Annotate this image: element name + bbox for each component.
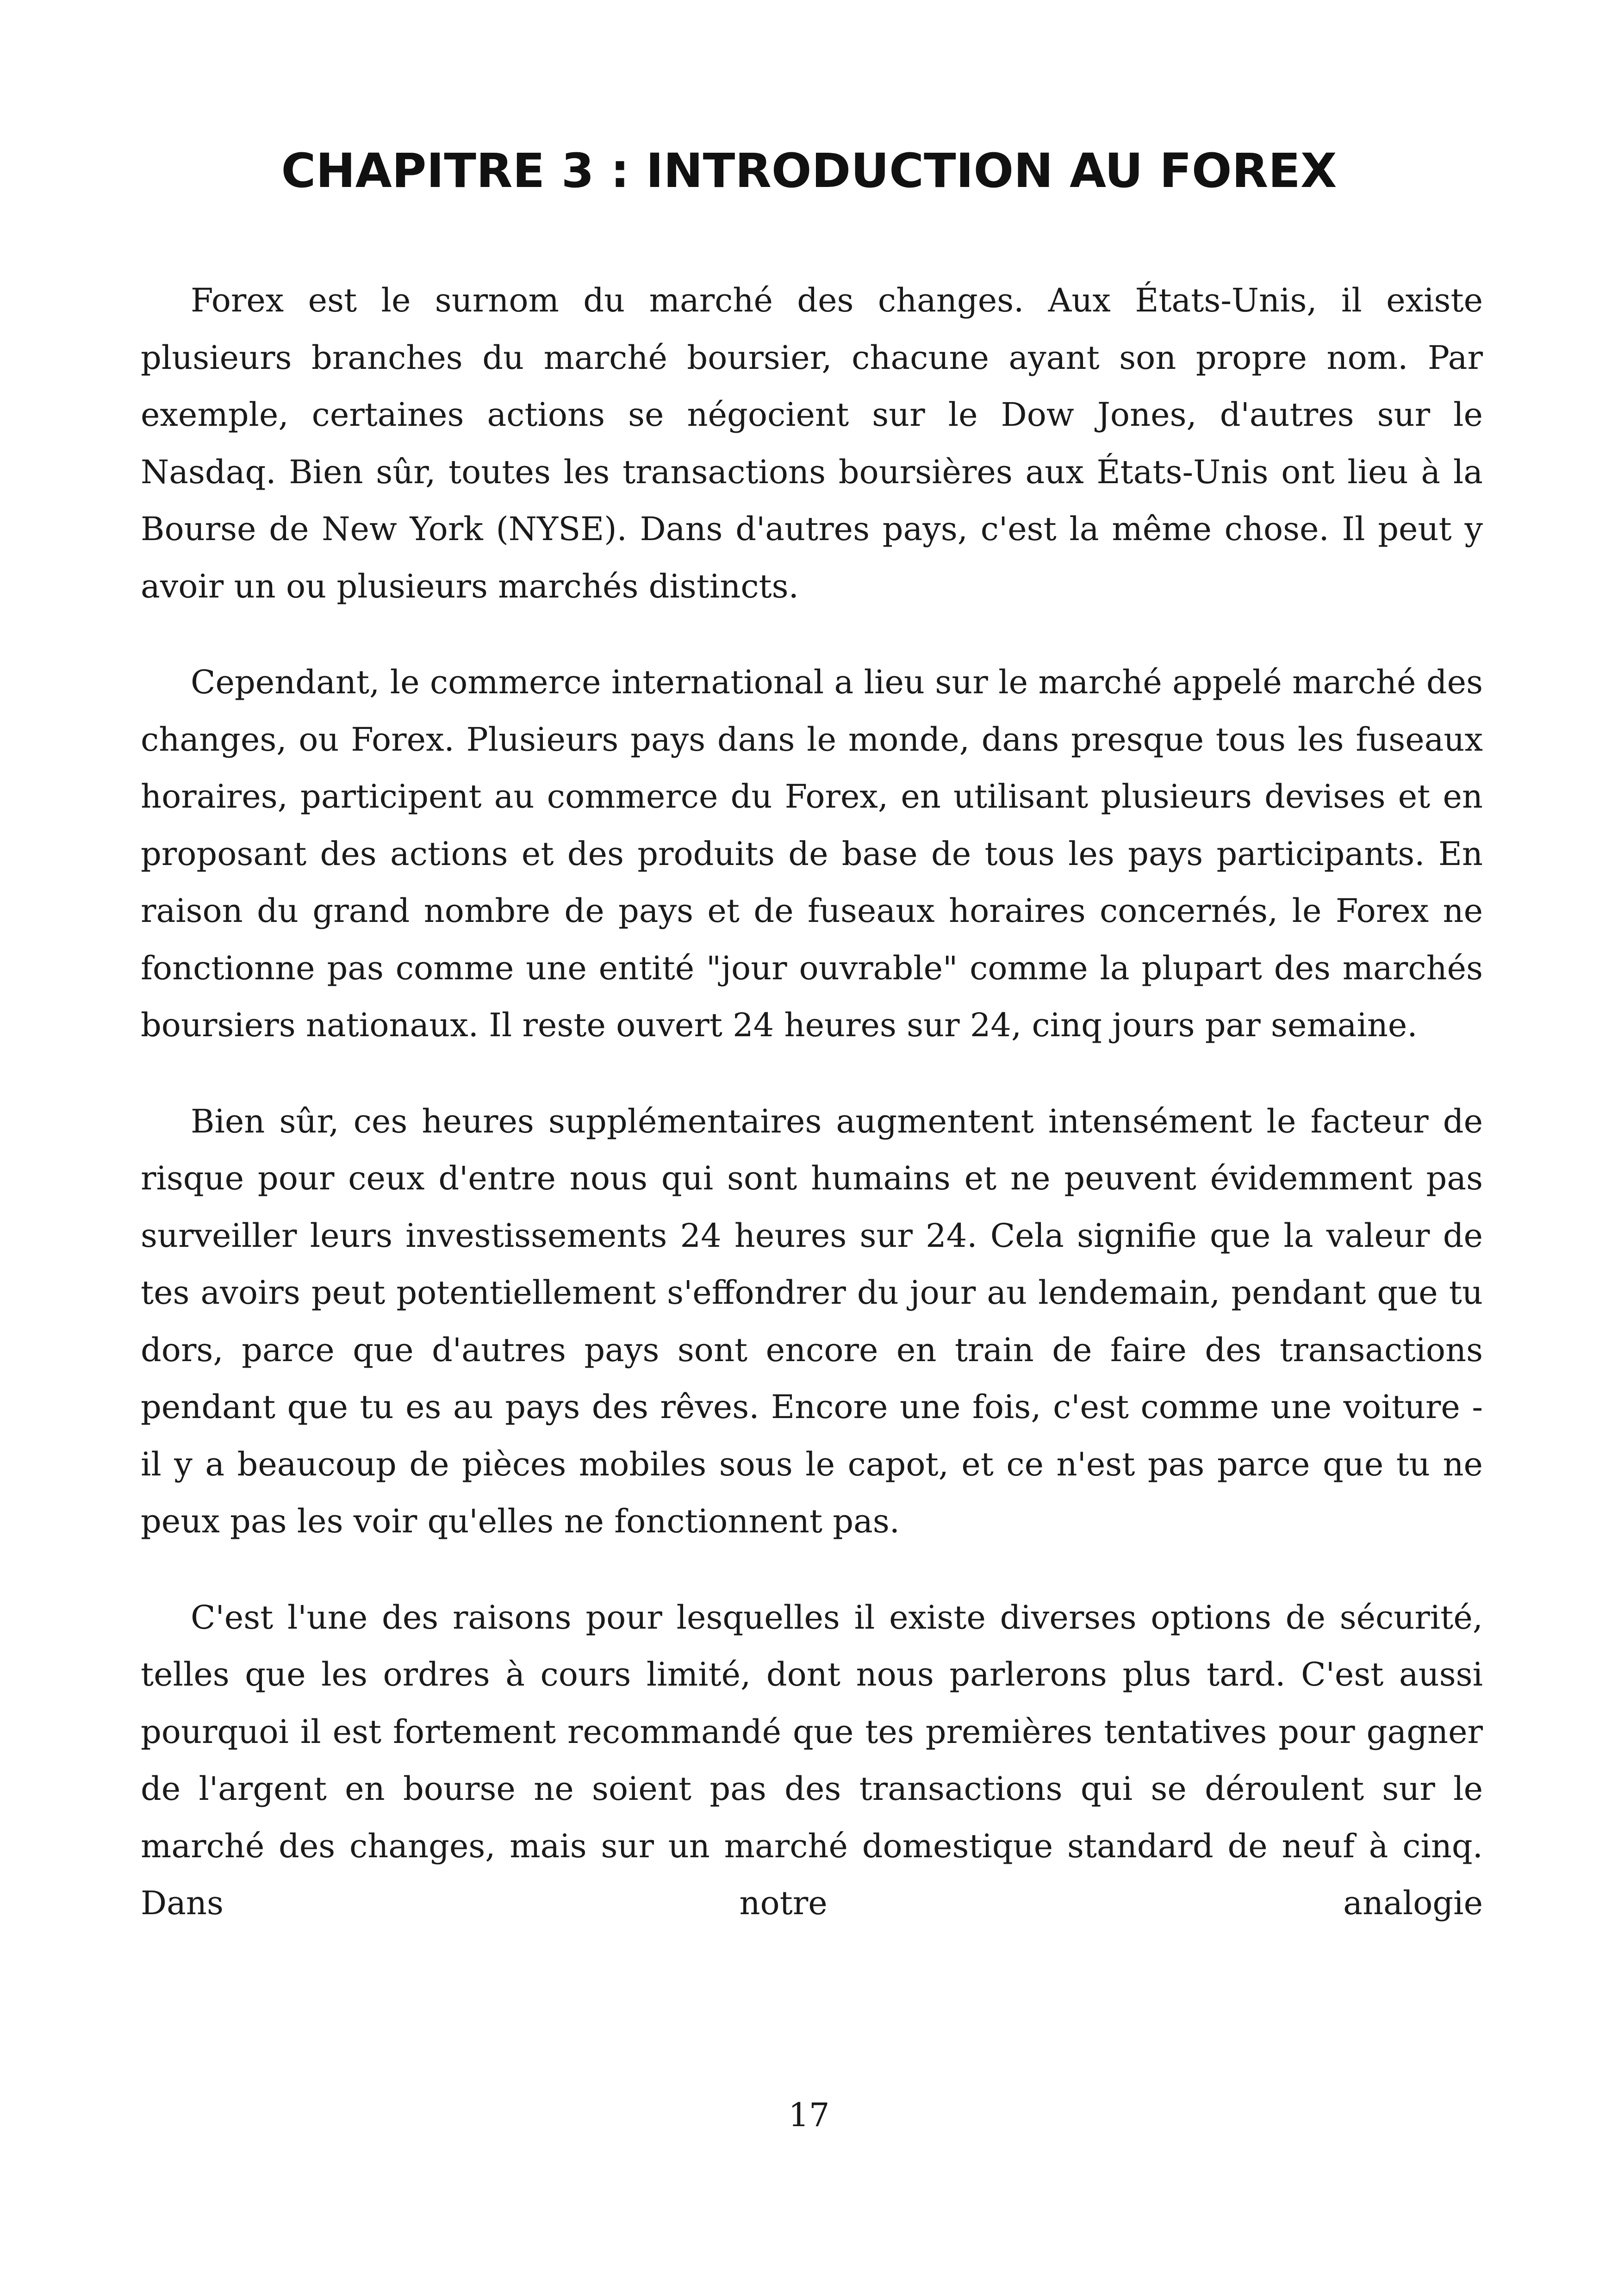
paragraph: Cependant, le commerce international a lieu sur le marché appelé marché des changes, ou Forex. Plusieurs pays dans le monde, dans presque tous les fuseaux horaires, participent au commerce du Forex, en utilisant plusieurs devises et en proposant des actions et des produits de base de tous les pays participants. En raison du grand nombre de pays et de fuseaux horaires concernés, le Forex ne fonctionne pas comme une entité "jour ouvrable" comme la plupart des marchés boursiers nationaux. Il reste ouvert 24 heures sur 24, cinq jours par semaine.: [141, 663, 1483, 1044]
chapter-body: [141, 272, 1483, 1971]
paragraph: Forex est le surnom du marché des changes. Aux États-Unis, il existe plusieurs branches du marché boursier, chacune ayant son propre nom. Par exemple, certaines actions se négocient sur le Dow Jones, d'autres sur le Nasdaq. Bien sûr, toutes les transactions boursières aux États-Unis ont lieu à la Bourse de New York (NYSE). Dans d'autres pays, c'est la même chose. Il peut y avoir un ou plusieurs marchés distincts.: [141, 281, 1483, 605]
paragraph: C'est l'une des raisons pour lesquelles il existe diverses options de sécurité, telles que les ordres à cours limité, dont nous parlerons plus tard. C'est aussi pourquoi il est fortement recommandé que tes premières tentatives pour gagner de l'argent en bourse ne soient pas des transactions qui se déroulent sur le marché des changes, mais sur un marché domestique standard de neuf à cinq. Dans notre analogie: [141, 1598, 1483, 1922]
chapter-title: CHAPITRE 3 : INTRODUCTION AU FOREX: [281, 143, 1337, 199]
page-number: 17: [788, 2096, 830, 2134]
paragraph: Bien sûr, ces heures supplémentaires augmentent intensément le facteur de risque pour ceux d'entre nous qui sont humains et ne peuvent évidemment pas surveiller leurs investissements 24 heures sur 24. Cela signifie que la valeur de tes avoirs peut potentiellement s'effondrer du jour au lendemain, pendant que tu dors, parce que d'autres pays sont encore en train de faire des transactions pendant que tu es au pays des rêves. Encore une fois, c'est comme une voiture - il y a beaucoup de pièces mobiles sous le capot, et ce n'est pas parce que tu ne peux pas les voir qu'elles ne fonctionnent pas.: [141, 1102, 1483, 1540]
